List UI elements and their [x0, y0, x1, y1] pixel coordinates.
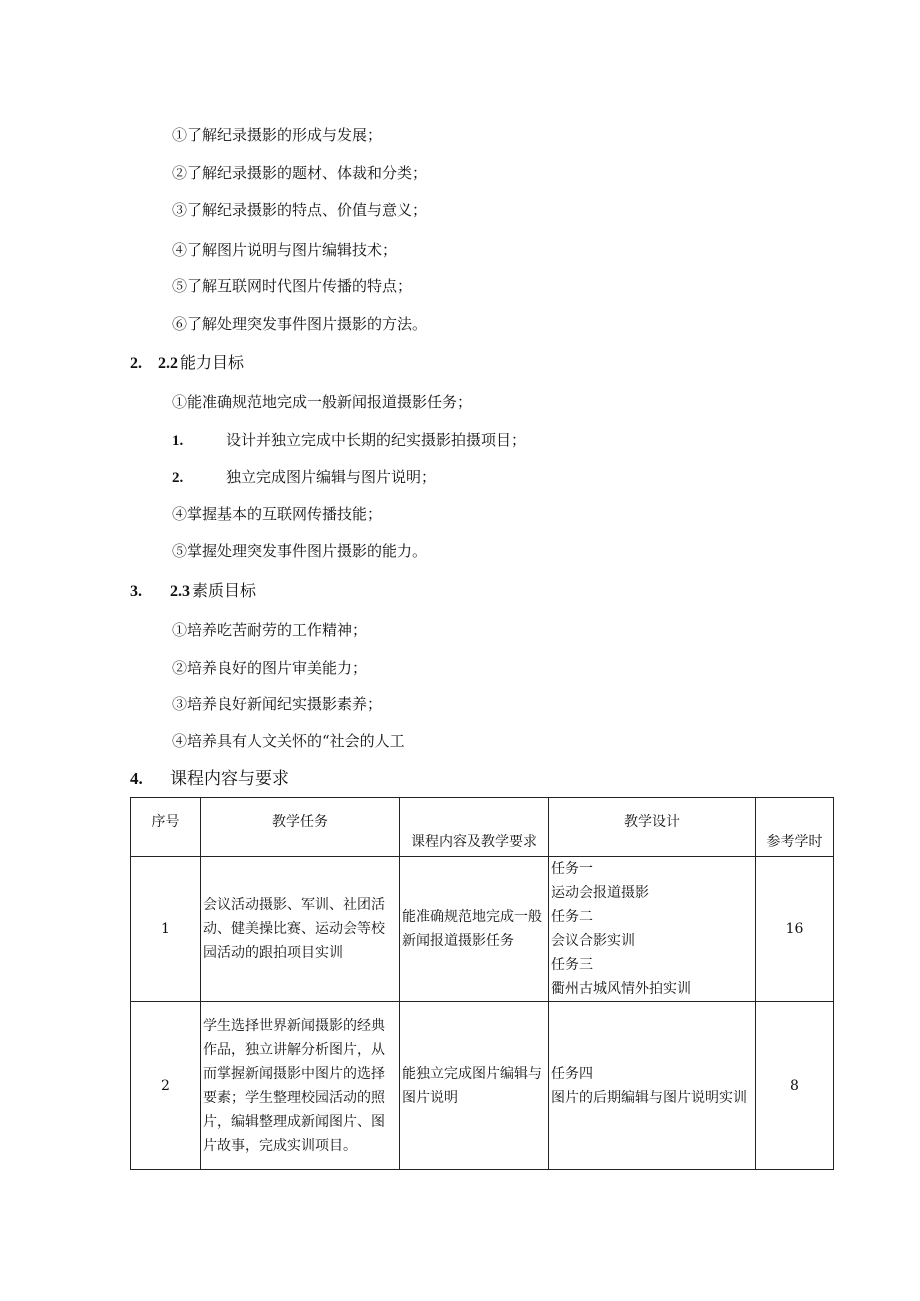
design-line: 会议合影实训	[551, 933, 635, 949]
ability-item: ①能准确规范地完成一般新闻报道摄影任务；	[172, 393, 473, 411]
ability-item	[172, 430, 526, 451]
cell-content: 能准确规范地完成一般新闻报道摄影任务	[400, 857, 549, 1002]
design-line: 衢州古城风情外拍实训	[551, 981, 691, 997]
cell-task: 会议活动摄影、军训、社团活动、健美操比赛、运动会等校园活动的跟拍项目实训	[201, 857, 400, 1002]
section-number: 4.	[130, 769, 143, 788]
ability-item-text: 设计并独立完成中长期的纪实摄影拍摄项目；	[226, 431, 527, 449]
cell-task: 学生选择世界新闻摄影的经典作品，独立讲解分析图片，从而掌握新闻摄影中图片的选择要素；学生整理校园活动的照片，编辑整理成新闻图片、图片故事，完成实训项目。	[201, 1002, 400, 1170]
section-number: 3.	[130, 583, 142, 600]
section-heading-quality	[130, 580, 256, 603]
section-subnumber: 2.2	[158, 355, 178, 372]
design-line: 任务三	[551, 957, 593, 973]
design-line: 任务二	[551, 909, 593, 925]
ability-item: ④掌握基本的互联网传播技能；	[172, 505, 383, 523]
design-line: 任务一	[551, 861, 593, 877]
cell-content: 能独立完成图片编辑与图片说明	[400, 1002, 549, 1170]
section-heading-content	[130, 768, 289, 790]
ability-item-marker: 2.	[172, 470, 184, 486]
section-title: 能力目标	[180, 353, 245, 372]
knowledge-item: ⑤了解互联网时代图片传播的特点；	[172, 277, 413, 295]
design-line: 图片的后期编辑与图片说明实训	[551, 1089, 747, 1106]
cell-no: 1	[131, 857, 201, 1002]
cell-hours: 16	[756, 857, 834, 1002]
knowledge-item: ①了解纪录摄影的形成与发展；	[172, 126, 383, 144]
cell-design	[549, 1002, 756, 1170]
knowledge-item: ⑥了解处理突发事件图片摄影的方法。	[172, 315, 428, 333]
section-heading-ability	[130, 352, 244, 375]
knowledge-item: ④了解图片说明与图片编辑技术；	[172, 241, 398, 259]
knowledge-item: ③了解纪录摄影的特点、价值与意义；	[172, 201, 428, 219]
design-line: 运动会报道摄影	[551, 885, 649, 901]
header-cell-task: 教学任务	[201, 798, 400, 857]
knowledge-item: ②了解纪录摄影的题材、体裁和分类；	[172, 164, 428, 182]
quality-item: ③培养良好新闻纪实摄影素养；	[172, 695, 383, 713]
header-cell-no: 序号	[131, 798, 201, 857]
header-cell-hours: 参考学时	[756, 798, 834, 857]
quality-item: ①培养吃苦耐劳的工作精神；	[172, 621, 368, 639]
quality-item: ②培养良好的图片审美能力；	[172, 659, 368, 677]
cell-no: 2	[131, 1002, 201, 1170]
section-subnumber: 2.3	[170, 583, 190, 600]
section-title: 课程内容与要求	[170, 769, 289, 789]
ability-item-marker: 1.	[172, 433, 184, 449]
ability-item-text: 独立完成图片编辑与图片说明；	[226, 468, 437, 486]
course-table	[130, 797, 834, 1170]
table-row	[131, 857, 834, 1002]
header-cell-design: 教学设计	[549, 798, 756, 857]
section-title: 素质目标	[192, 581, 257, 600]
cell-design	[549, 857, 756, 1002]
table-header-row	[131, 798, 834, 857]
design-line: 任务四	[551, 1065, 593, 1082]
section-number: 2.	[130, 355, 142, 372]
table-row	[131, 1002, 834, 1170]
ability-item	[172, 467, 436, 488]
ability-item: ⑤掌握处理突发事件图片摄影的能力。	[172, 542, 428, 560]
quality-item: ④培养具有人文关怀的“社会的人工	[172, 732, 405, 750]
cell-hours: 8	[756, 1002, 834, 1170]
header-cell-content: 课程内容及教学要求	[400, 798, 549, 857]
